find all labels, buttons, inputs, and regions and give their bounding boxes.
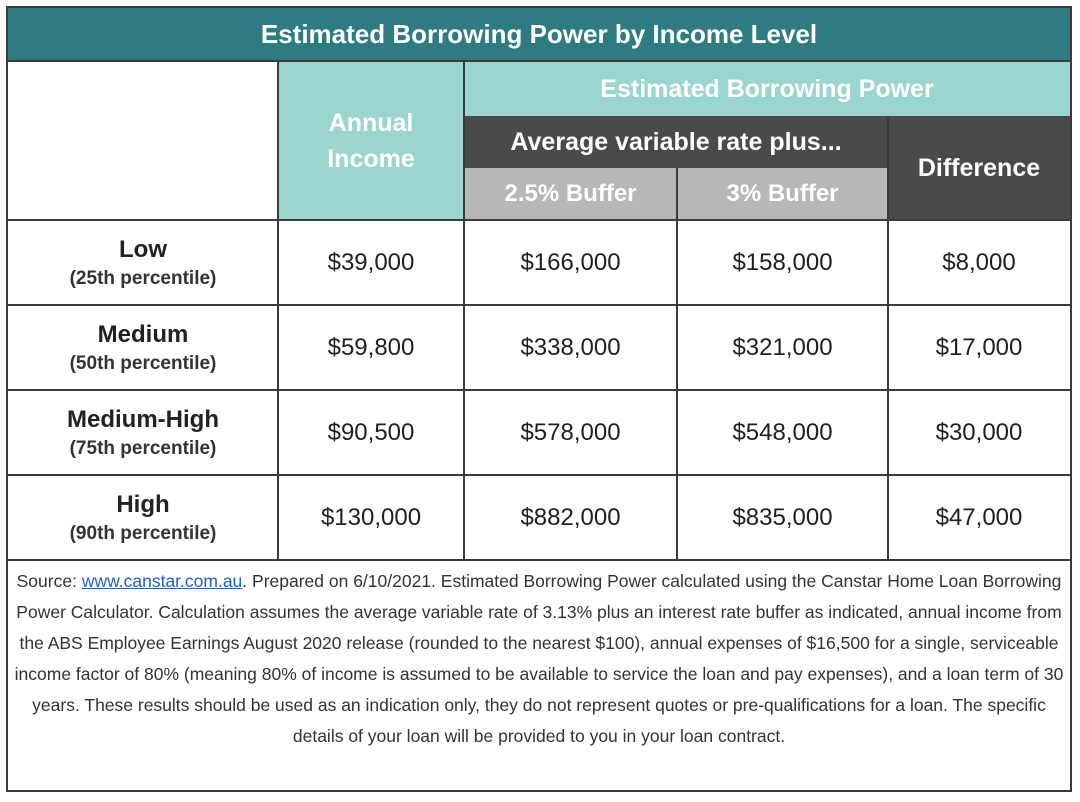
- header-buffer-2-5: 2.5% Buffer: [464, 168, 677, 220]
- row-sublabel: (90th percentile): [69, 522, 217, 544]
- header-difference: Difference: [888, 116, 1070, 220]
- grid-line: [887, 116, 889, 560]
- cell-buffer-2-5: $166,000: [520, 248, 621, 276]
- header-buffer-3: 3% Buffer: [677, 168, 888, 220]
- grid-line: [676, 168, 678, 560]
- table-title: Estimated Borrowing Power by Income Level: [8, 8, 1070, 62]
- grid-line: [8, 219, 1070, 221]
- header-average-variable-rate: Average variable rate plus...: [464, 116, 888, 168]
- header-annual-income: Annual Income: [278, 62, 464, 220]
- table-grid: [8, 62, 1070, 560]
- cell-difference: $30,000: [935, 418, 1023, 446]
- cell-difference: $17,000: [935, 333, 1023, 361]
- row-sublabel: (75th percentile): [69, 437, 217, 459]
- row-sublabel: (50th percentile): [69, 352, 217, 374]
- row-label: Medium-High: [67, 405, 219, 433]
- header-empty-corner: [8, 62, 278, 220]
- grid-line: [8, 474, 1070, 476]
- grid-line: [277, 62, 279, 560]
- cell-difference: $8,000: [942, 248, 1016, 276]
- cell-buffer-3: $548,000: [732, 418, 833, 446]
- cell-annual-income: $130,000: [320, 503, 422, 531]
- row-label: Low: [119, 235, 167, 263]
- row-label-cell: [8, 220, 278, 305]
- source-link[interactable]: www.canstar.com.au: [81, 571, 243, 591]
- cell-buffer-2-5: $882,000: [520, 503, 621, 531]
- grid-line: [8, 304, 1070, 306]
- cell-annual-income: $90,500: [327, 418, 415, 446]
- borrowing-power-table-frame: [6, 6, 1072, 792]
- source-note: [8, 560, 1070, 792]
- row-label: High: [116, 490, 170, 518]
- cell-buffer-3: $321,000: [732, 333, 833, 361]
- grid-line: [8, 389, 1070, 391]
- cell-difference: $47,000: [935, 503, 1023, 531]
- header-estimated-borrowing-power: Estimated Borrowing Power: [464, 62, 1070, 116]
- cell-annual-income: $59,800: [327, 333, 415, 361]
- source-prefix: Source:: [16, 571, 82, 591]
- source-text: . Prepared on 6/10/2021. Estimated Borrowing Power calculated using the Canstar Home Loan Borrowing Power Calculator. Calculation assumes the average variable rate of 3.13% plus an interest rate buffer as indicated, annual income from the ABS Employee Earnings August 2020 release (rounded to the nearest $100), annual expenses of $16,500 for a single, serviceable income factor of 80% (meaning 80% of income is assumed to be available to service the loan and pay expenses), and a loan term of 30 years. These results should be used as an indication only, they do not represent quotes or pre-qualifications for a loan. The specific details of your loan will be provided to you in your loan contract.: [14, 571, 1064, 746]
- row-label-cell: [8, 475, 278, 560]
- cell-buffer-3: $158,000: [732, 248, 833, 276]
- cell-annual-income: $39,000: [327, 248, 415, 276]
- grid-line: [463, 62, 465, 560]
- cell-buffer-2-5: $338,000: [520, 333, 621, 361]
- row-label: Medium: [97, 320, 189, 348]
- cell-buffer-2-5: $578,000: [520, 418, 621, 446]
- row-label-cell: [8, 305, 278, 390]
- row-label-cell: [8, 390, 278, 475]
- row-sublabel: (25th percentile): [69, 267, 217, 289]
- cell-buffer-3: $835,000: [732, 503, 833, 531]
